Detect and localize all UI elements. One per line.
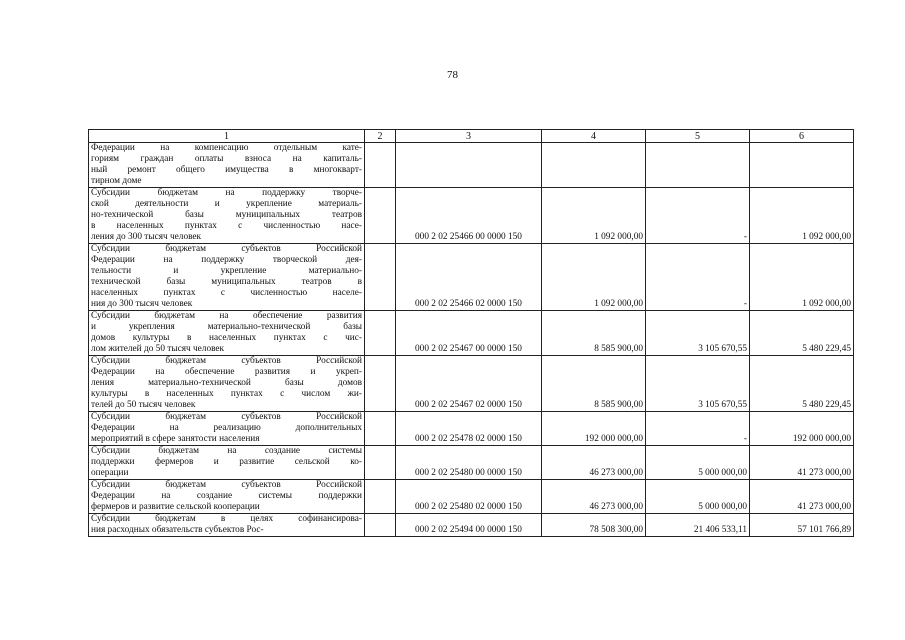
column-header: 5 (646, 130, 750, 143)
description-line: мероприятий в сфере занятости населения (91, 434, 260, 444)
description-line: технической базы муниципальных театров в (91, 277, 362, 287)
description-line: Субсидии бюджетам субъектов Российской (91, 244, 362, 254)
row-column-5-value: - (646, 188, 750, 244)
column-header: 4 (542, 130, 646, 143)
row-revenue-code: 000 2 02 25466 00 0000 150 (396, 188, 542, 244)
column-header: 1 (89, 130, 365, 143)
row-description (89, 356, 365, 412)
description-line: ления до 300 тысяч человек (91, 232, 202, 242)
description-line: ный ремонт общего имущества в многокварт- (91, 165, 362, 175)
description-line: в населенных пунктах с численностью насе- (91, 221, 362, 231)
description-line: Субсидии бюджетам субъектов Российской (91, 412, 362, 422)
description-line: Федерации на обеспечение развития и укреп- (91, 367, 362, 377)
row-description (89, 446, 365, 480)
row-revenue-code: 000 2 02 25466 02 0000 150 (396, 244, 542, 311)
row-column-6-value: 41 273 000,00 (750, 446, 854, 480)
description-line: но-технической базы муниципальных театров (91, 210, 362, 220)
description-line: населенных пунктах с численностью населе- (91, 288, 362, 298)
description-line: Субсидии бюджетам на создание системы (91, 446, 362, 456)
description-line: Субсидии бюджетам на обеспечение развития (91, 311, 362, 321)
description-line: тельности и укрепление материально- (91, 266, 362, 276)
row-column-4-value (542, 143, 646, 188)
description-line: фермеров и развитие сельской кооперации (91, 502, 260, 512)
row-column-6-value: 57 101 766,89 (750, 514, 854, 537)
row-column-5-value: 5 000 000,00 (646, 480, 750, 514)
row-revenue-code: 000 2 02 25480 02 0000 150 (396, 480, 542, 514)
description-line: лом жителей до 50 тысяч человек (91, 344, 225, 354)
column-header: 2 (365, 130, 396, 143)
budget-table (88, 129, 854, 537)
row-revenue-code: 000 2 02 25478 02 0000 150 (396, 412, 542, 446)
description-line: Федерации на создание системы поддержки (91, 491, 362, 501)
row-column-5-value: - (646, 244, 750, 311)
description-line: поддержки фермеров и развитие сельской ко- (91, 457, 362, 467)
row-column-6-value: 5 480 229,45 (750, 356, 854, 412)
table-row (89, 514, 854, 537)
row-revenue-code (396, 143, 542, 188)
row-revenue-code: 000 2 02 25467 00 0000 150 (396, 311, 542, 356)
row-column-5-value (646, 143, 750, 188)
row-column-4-value: 8 585 900,00 (542, 356, 646, 412)
table-row (89, 244, 854, 311)
table-row (89, 412, 854, 446)
row-description (89, 244, 365, 311)
row-column-5-value: 3 105 670,55 (646, 311, 750, 356)
row-column-4-value: 46 273 000,00 (542, 480, 646, 514)
row-column-6-value: 5 480 229,45 (750, 311, 854, 356)
row-revenue-code: 000 2 02 25467 02 0000 150 (396, 356, 542, 412)
row-column-6-value: 1 092 000,00 (750, 188, 854, 244)
row-column-6-value: 41 273 000,00 (750, 480, 854, 514)
description-line: ния до 300 тысяч человек (91, 299, 193, 309)
row-column-6-value (750, 143, 854, 188)
table-row (89, 143, 854, 188)
page-number: 78 (447, 69, 458, 81)
description-line: и укрепления материально-технической базы (91, 322, 362, 332)
description-line: телей до 50 тысяч человек (91, 400, 196, 410)
description-line: Субсидии бюджетам субъектов Российской (91, 356, 362, 366)
row-column-6-value: 1 092 000,00 (750, 244, 854, 311)
row-description (89, 188, 365, 244)
description-line: Субсидии бюджетам субъектов Российской (91, 480, 362, 490)
description-line: Федерации на реализацию дополнительных (91, 423, 362, 433)
description-line: тирном доме (91, 176, 142, 186)
description-line: ской деятельности и укрепление материаль- (91, 199, 362, 209)
table-row (89, 188, 854, 244)
description-line: Федерации на компенсацию отдельным кате- (91, 143, 362, 153)
row-column-2 (365, 143, 396, 188)
row-column-4-value: 8 585 900,00 (542, 311, 646, 356)
row-column-2 (365, 514, 396, 537)
description-line: операции (91, 468, 129, 478)
row-column-4-value: 78 508 300,00 (542, 514, 646, 537)
row-revenue-code: 000 2 02 25480 00 0000 150 (396, 446, 542, 480)
column-header: 6 (750, 130, 854, 143)
description-line: Федерации на поддержку творческой дея- (91, 255, 362, 265)
row-column-5-value: 3 105 670,55 (646, 356, 750, 412)
table-row (89, 356, 854, 412)
row-column-4-value: 192 000 000,00 (542, 412, 646, 446)
row-column-2 (365, 311, 396, 356)
description-line: Субсидии бюджетам в целях софинансирова- (91, 514, 362, 524)
row-column-2 (365, 412, 396, 446)
row-description (89, 311, 365, 356)
row-description (89, 143, 365, 188)
table-row (89, 311, 854, 356)
budget-table-body (89, 130, 854, 537)
description-line: Субсидии бюджетам на поддержку творче- (91, 188, 362, 198)
column-number-row (89, 130, 854, 143)
description-line: ния расходных обязательств субъектов Рос- (91, 525, 264, 535)
row-revenue-code: 000 2 02 25494 00 0000 150 (396, 514, 542, 537)
row-column-5-value: 21 406 533,11 (646, 514, 750, 537)
column-header: 3 (396, 130, 542, 143)
table-row (89, 446, 854, 480)
row-column-4-value: 1 092 000,00 (542, 188, 646, 244)
description-line: домов культуры в населенных пунктах с чис- (91, 333, 362, 343)
description-line: культуры в населенных пунктах с числом жи- (91, 389, 362, 399)
row-column-4-value: 46 273 000,00 (542, 446, 646, 480)
row-description (89, 514, 365, 537)
table-row (89, 480, 854, 514)
row-column-2 (365, 244, 396, 311)
row-description (89, 412, 365, 446)
row-column-5-value: - (646, 412, 750, 446)
description-line: ления материально-технической базы домов (91, 378, 362, 388)
row-column-2 (365, 446, 396, 480)
row-column-6-value: 192 000 000,00 (750, 412, 854, 446)
row-column-2 (365, 480, 396, 514)
row-description (89, 480, 365, 514)
row-column-5-value: 5 000 000,00 (646, 446, 750, 480)
row-column-2 (365, 356, 396, 412)
description-line: гориям граждан оплаты взноса на капиталь- (91, 154, 362, 164)
row-column-4-value: 1 092 000,00 (542, 244, 646, 311)
row-column-2 (365, 188, 396, 244)
